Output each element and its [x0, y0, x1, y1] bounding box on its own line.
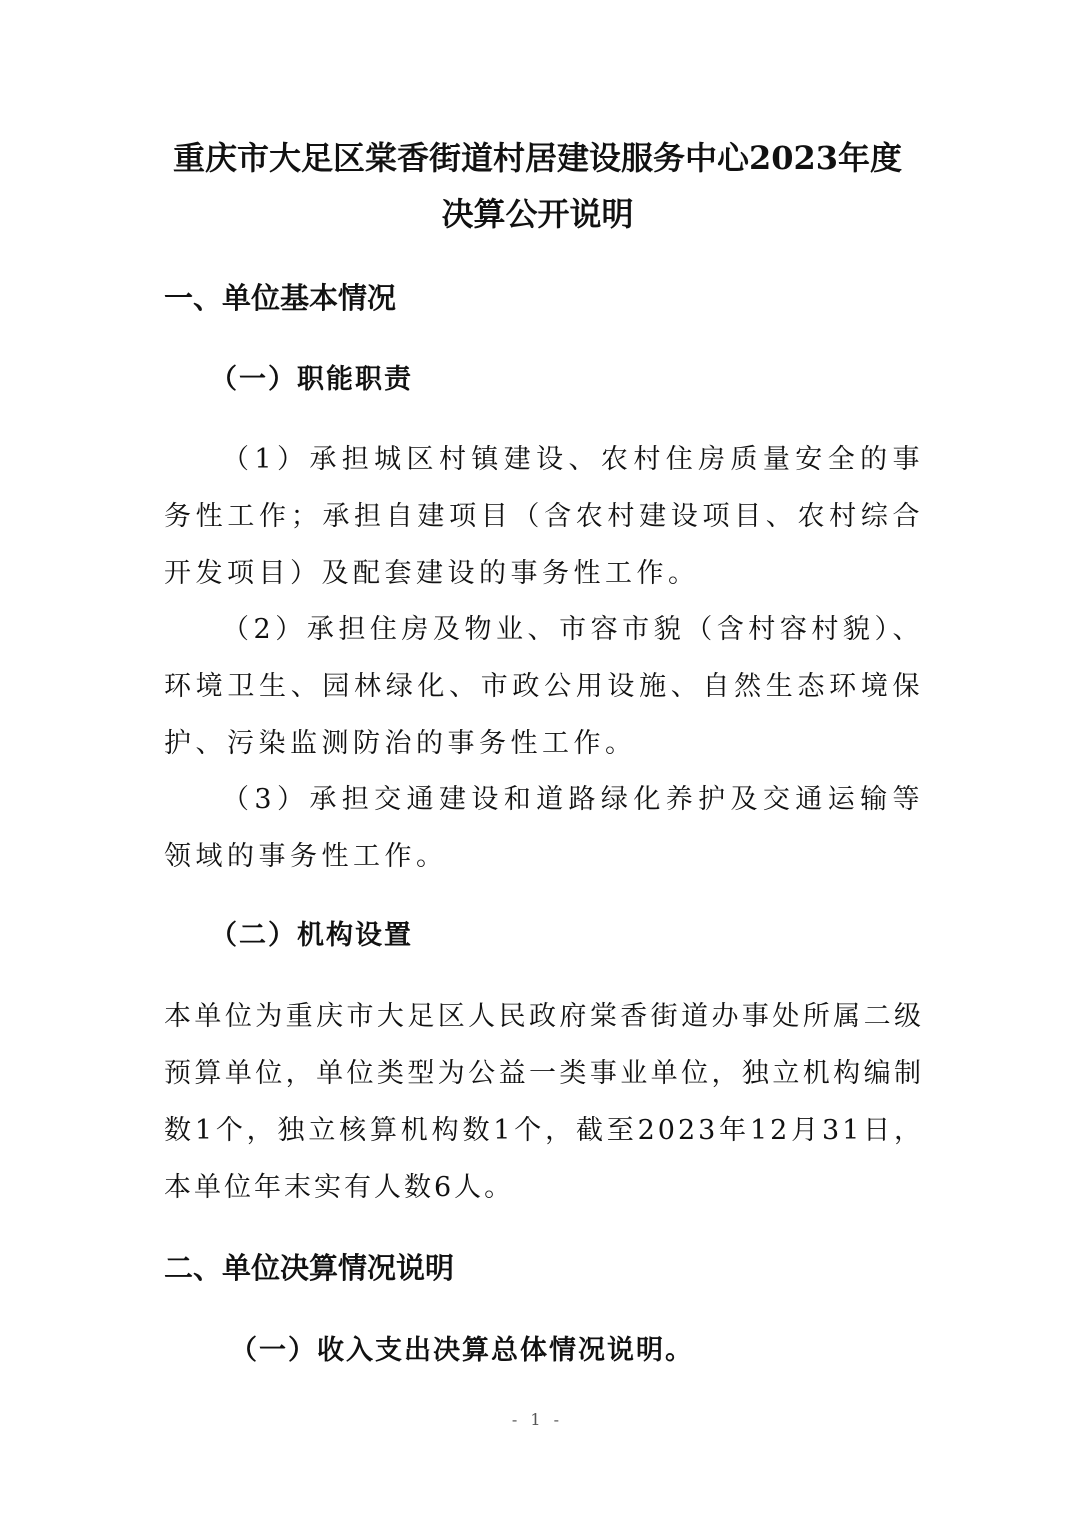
- section-heading-basic-info: 一、单位基本情况: [164, 281, 397, 315]
- function-item-3: （3）承担交通建设和道路绿化养护及交通运输等领域的事务性工作。: [164, 784, 924, 872]
- organization-paragraph: 本单位为重庆市大足区人民政府棠香街道办事处所属二级预算单位，单位类型为公益一类事业单位，独立机构编制数1个，独立核算机构数1个，截至2023年12月31日，本单位年末实有人数6人。: [164, 1001, 924, 1203]
- subsection-heading-functions: （一）职能职责: [210, 364, 413, 395]
- subsection-heading-income-expenditure: （一）收入支出决算总体情况说明。: [230, 1335, 694, 1366]
- function-item-1: （1）承担城区村镇建设、农村住房质量安全的事务性工作；承担自建项目（含农村建设项目、农村综合开发项目）及配套建设的事务性工作。: [164, 444, 924, 589]
- subsection-heading-organization: （二）机构设置: [210, 920, 413, 951]
- function-item-2: （2）承担住房及物业、市容市貌（含村容村貌）、环境卫生、园林绿化、市政公用设施、自然生态环境保护、污染监测防治的事务性工作。: [164, 614, 924, 759]
- page-number: - 1 -: [511, 1410, 564, 1429]
- section-heading-final-accounts: 二、单位决算情况说明: [164, 1251, 455, 1285]
- document-title-line2: 决算公开说明: [441, 195, 634, 233]
- document-title-line1: 重庆市大足区棠香街道村居建设服务中心2023年度: [172, 139, 903, 177]
